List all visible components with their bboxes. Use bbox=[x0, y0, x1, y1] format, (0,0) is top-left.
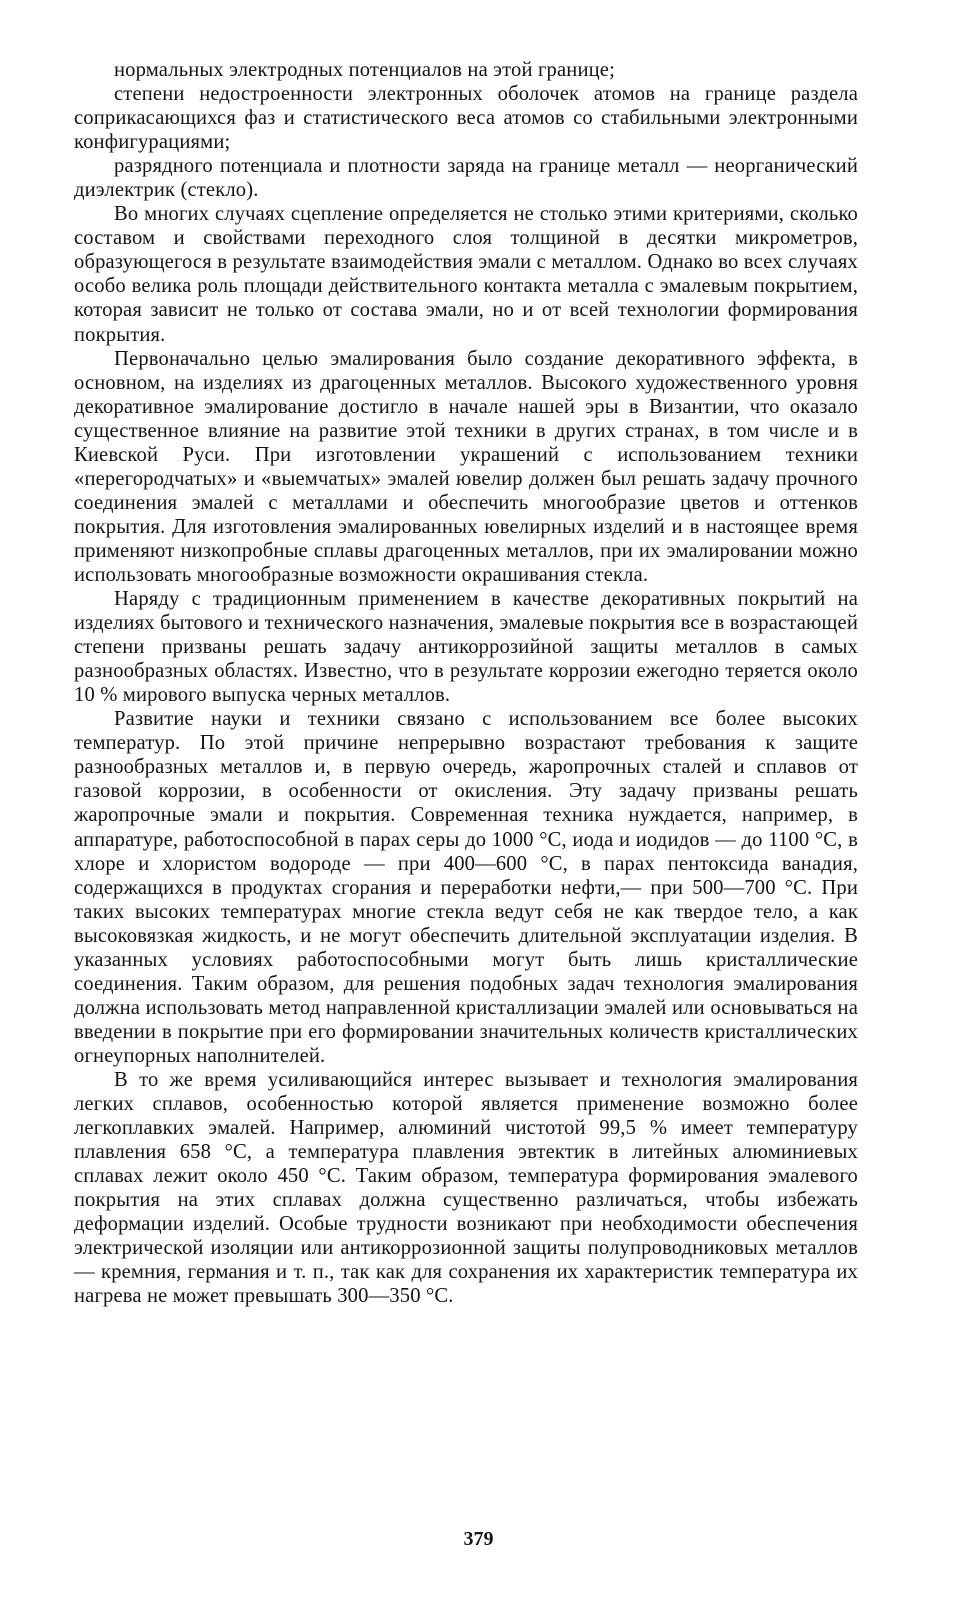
page-text-block bbox=[74, 58, 858, 1308]
paragraph-6: Наряду с традиционным применением в качестве декоративных покрытий на изделиях бытового и технического назначения, эмалевые покрытия все в возрастающей степени призваны решать задачу антикоррозийной защиты металлов в самых разнообразных областях. Известно, что в результате коррозии ежегодно теряется около 10 % мирового выпуска черных металлов. bbox=[74, 588, 858, 707]
paragraph-8: В то же время усиливающийся интерес вызывает и технология эмалирования легких сплавов, особенностью которой является применение возможно более легкоплавких эмалей. Например, алюминий чистотой 99,5 % имеет температуру плавления 658 °С, а температура плавления эвтектик в литейных алюминиевых сплавах лежит около 450 °С. Таким образом, температура формирования эмалевого покрытия на этих сплавах должна существенно различаться, чтобы избежать деформации изделий. Особые трудности возникают при необходимости обеспечения электрической изоляции или антикоррозионной защиты полупроводниковых металлов — кремния, германия и т. п., так как для сохранения их характеристик температура их нагрева не может превышать 300—350 °С. bbox=[74, 1068, 858, 1308]
paragraph-2: степени недостроенности электронных оболочек атомов на границе раздела соприкасающихся фаз и статистического веса атомов со стабильными электронными конфигурациями; bbox=[74, 83, 858, 154]
paragraph-7: Развитие науки и техники связано с использованием все более высоких температур. По этой причине непрерывно возрастают требования к защите разнообразных металлов и, в первую очередь, жаропрочных сталей и сплавов от газовой коррозии, в особенности от окисления. Эту задачу призваны решать жаропрочные эмали и покрытия. Современная техника нуждается, например, в аппаратуре, работоспособной в парах серы до 1000 °С, иода и иодидов — до 1100 °С, в хлоре и хлористом водороде — при 400—600 °С, в парах пентоксида ванадия, содержащихся в продуктах сгорания и переработки нефти,— при 500—700 °С. При таких высоких температурах многие стекла ведут себя не как твердое тело, а как высоковязкая жидкость, и не могут обеспечить длительной эксплуатации изделия. В указанных условиях работоспособными могут быть лишь кристаллические соединения. Таким образом, для решения подобных задач технология эмалирования должна использовать метод направленной кристаллизации эмалей или основываться на введении в покрытие при его формировании значительных количеств кристаллических огнеупорных наполнителей. bbox=[74, 708, 858, 1067]
paragraph-4: Во многих случаях сцепление определяется не столько этими критериями, сколько составом и свойствами переходного слоя толщиной в десятки микрометров, образующегося в результате взаимодействия эмали с металлом. Однако во всех случаях особо велика роль площади действительного контакта металла с эмалевым покрытием, которая зависит не только от состава эмали, но и от всей технологии формирования покрытия. bbox=[74, 203, 858, 346]
paragraph-5: Первоначально целью эмалирования было создание декоративного эффекта, в основном, на изделиях из драгоценных металлов. Высокого художественного уровня декоративное эмалирование достигло в начале нашей эры в Византии, что оказало существенное влияние на развитие этой техники в других странах, в том числе и в Киевской Руси. При изготовлении украшений с использованием техники «перегородчатых» и «выемчатых» эмалей ювелир должен был решать задачу прочного соединения эмалей с металлами и обеспечить многообразие цветов и оттенков покрытия. Для изготовления эмалированных ювелирных изделий и в настоящее время применяют низкопробные сплавы драгоценных металлов, при их эмалировании можно использовать многообразные возможности окрашивания стекла. bbox=[74, 347, 858, 586]
paragraph-3: разрядного потенциала и плотности заряда на границе металл — неорганический диэлектрик (стекло). bbox=[74, 155, 858, 202]
paragraph-1: нормальных электродных потенциалов на этой границе; bbox=[114, 59, 615, 81]
page-number: 379 bbox=[463, 1528, 494, 1550]
